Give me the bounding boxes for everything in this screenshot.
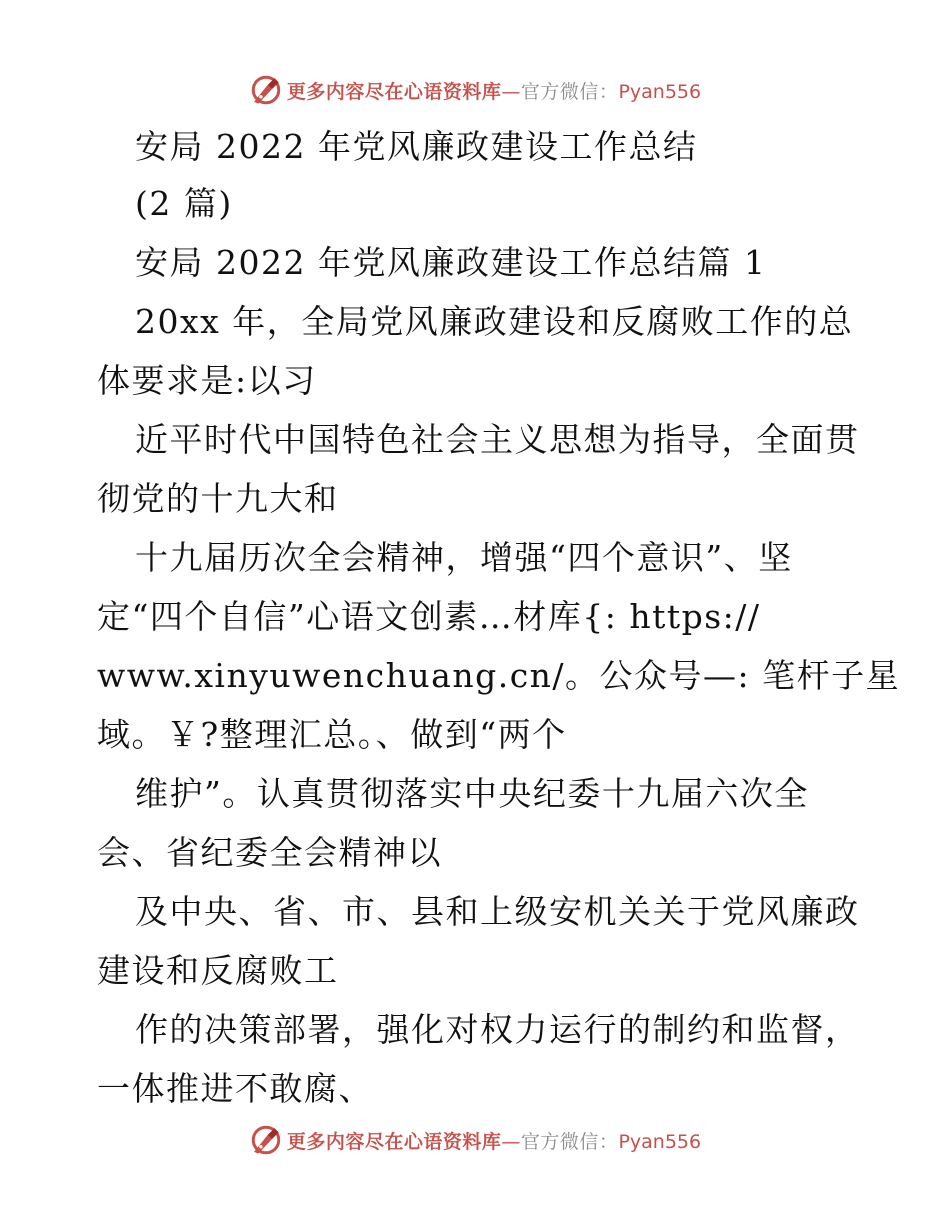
document-title: 安局 2022 年党风廉政建设工作总结 — [135, 127, 698, 166]
pen-logo-icon — [249, 1123, 283, 1157]
paragraph-line: 域。￥?整理汇总。、做到“两个 — [97, 715, 567, 754]
watermark-official-label: 官方微信： — [520, 80, 619, 103]
watermark-main-text: 更多内容尽在心语资料库 — [286, 1130, 502, 1153]
paragraph-line: 20xx 年，全局党风廉政建设和反腐败工作的总 — [135, 302, 854, 341]
watermark-official-label: 官方微信： — [520, 1130, 619, 1153]
paragraph-line: 彻党的十九大和 — [97, 479, 339, 518]
footer-watermark-banner — [0, 1120, 950, 1160]
watermark-dash: — — [501, 1130, 521, 1153]
paragraph-line: 会、省纪委全会精神以 — [97, 833, 442, 872]
paragraph-line: 体要求是:以习 — [97, 361, 317, 400]
paragraph-line: 一体推进不敢腐、 — [97, 1069, 373, 1108]
watermark-main-text: 更多内容尽在心语资料库 — [286, 80, 502, 103]
document-subtitle: (2 篇) — [135, 184, 233, 223]
watermark-dash: — — [501, 80, 521, 103]
paragraph-line: 定“四个自信”心语文创素…材库{: https:// — [97, 597, 761, 636]
paragraph-line: 建设和反腐败工 — [97, 951, 339, 990]
paragraph-line: 近平时代中国特色社会主义思想为指导，全面贯 — [135, 420, 860, 459]
paragraph-line: 十九届历次全会精神，增强“四个意识”、坚 — [135, 538, 793, 577]
paragraph-line: 维护”。认真贯彻落实中央纪委十九届六次全 — [135, 774, 809, 813]
paragraph-line: 及中央、省、市、县和上级安机关关于党风廉政 — [135, 892, 860, 931]
section-heading: 安局 2022 年党风廉政建设工作总结篇 1 — [135, 243, 767, 282]
watermark-wechat-id: Pyan556 — [618, 80, 702, 103]
paragraph-line: 作的决策部署，强化对权力运行的制约和监督， — [135, 1010, 860, 1049]
watermark-text — [287, 1127, 701, 1154]
paragraph-line: www.xinyuwenchuang.cn/。公众号—: 笔杆子星 — [97, 656, 901, 695]
watermark-wechat-id: Pyan556 — [618, 1130, 702, 1153]
